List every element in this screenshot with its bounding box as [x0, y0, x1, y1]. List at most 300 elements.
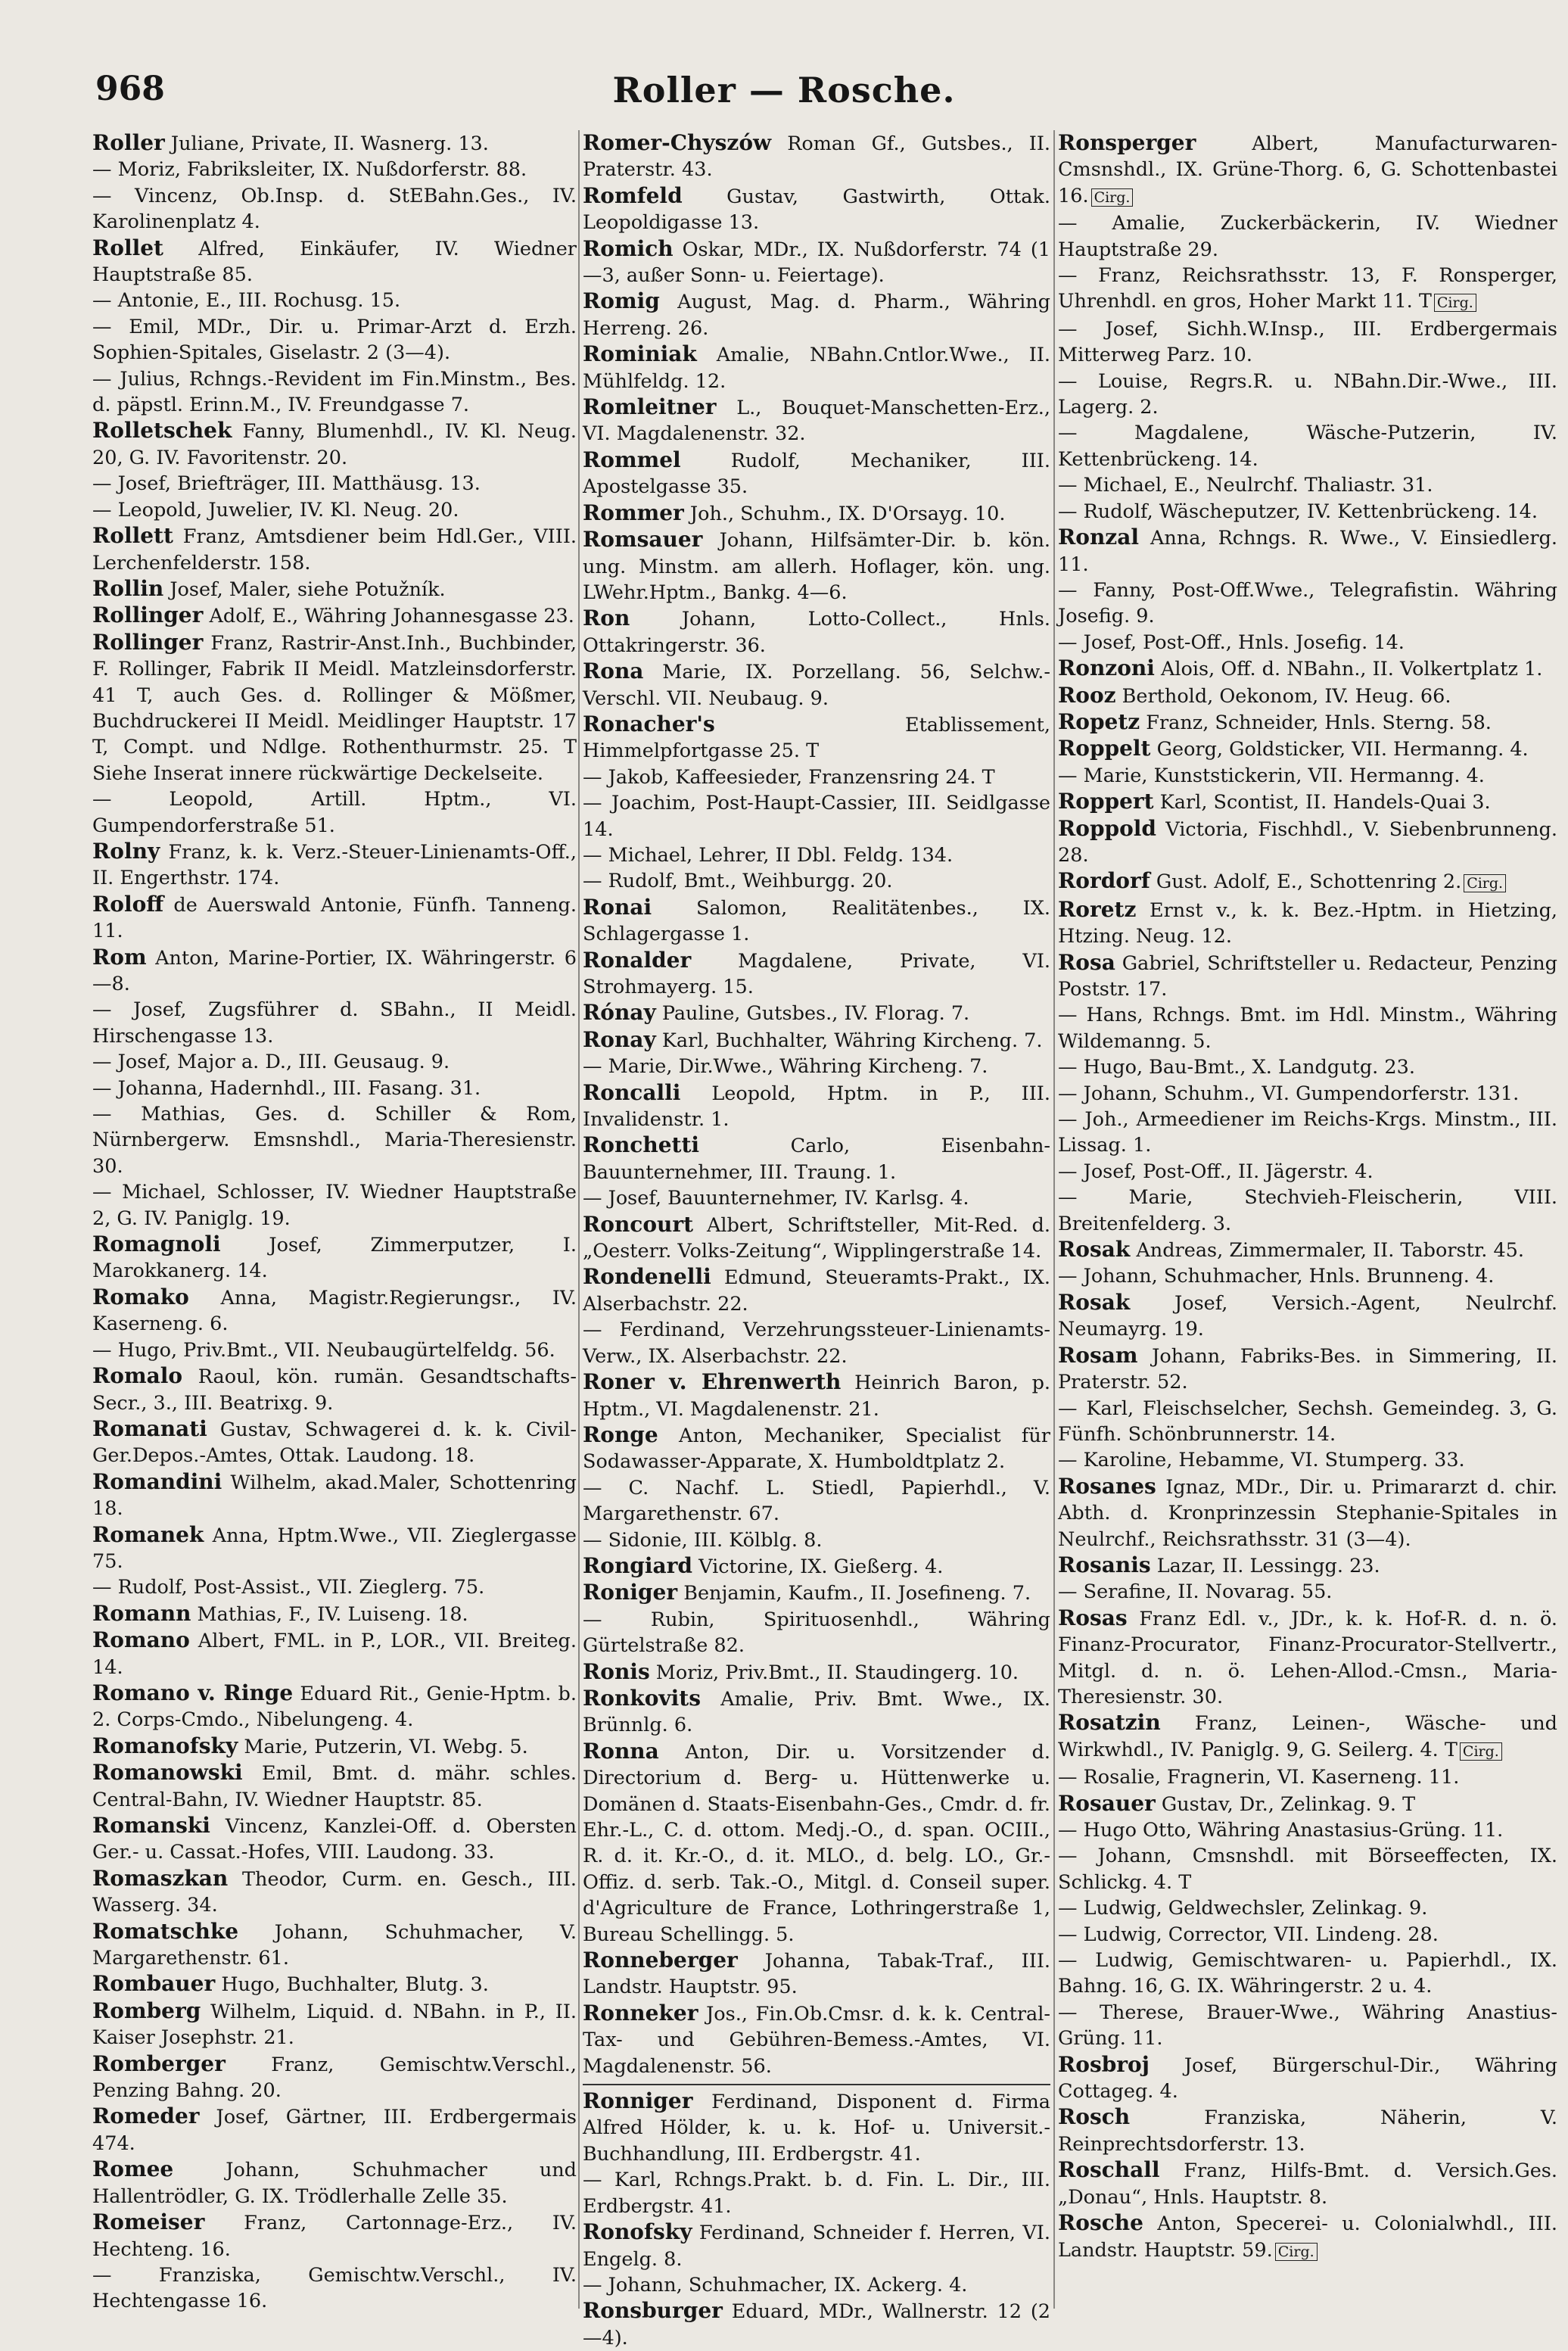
directory-entry — [583, 447, 1050, 500]
directory-entry — [1058, 1948, 1557, 2000]
entry-text: — Michael, Schlosser, IV. Wiedner Hauptstraße 2, G. IV. Paniglg. 19. — [92, 1181, 577, 1230]
directory-entry — [92, 1337, 577, 1363]
entry-text: Carlo, Eisenbahn-Bauunternehmer, III. Traung. 1. — [583, 1135, 1050, 1184]
entry-text: Anna, Magistr.Regierungsr., IV. Kaserneng. 6. — [92, 1286, 577, 1336]
entry-text: Franz, Amtsdiener beim Hdl.Ger., VIII. Lerchenfelderstr. 158. — [92, 525, 577, 575]
directory-entry — [92, 2051, 577, 2104]
surname: Ronai — [583, 894, 652, 920]
entry-text: — Vincenz, Ob.Insp. d. StEBahn.Ges., IV. Karolinenplatz 4. — [92, 184, 577, 234]
surname: Romaszkan — [92, 1865, 229, 1891]
entry-text: Alois, Off. d. NBahn., II. Volkertplatz 1. — [1154, 658, 1543, 681]
entry-text: Albert, Manufacturwaren-Cmsnshdl., IX. Grüne-Thorg. 6, G. Schottenbastei 16. — [1058, 132, 1557, 207]
directory-entry — [1058, 1895, 1557, 1921]
directory-entry — [92, 997, 577, 1049]
surname: Rolletschek — [92, 418, 232, 444]
directory-entry — [92, 630, 577, 786]
surname: Ronzoni — [1058, 655, 1155, 681]
surname: Rosch — [1058, 2104, 1131, 2130]
entry-text: Rudolf, Mechaniker, III. Apostelgasse 35. — [583, 449, 1050, 499]
directory-entry — [92, 1971, 577, 1998]
entry-text: Moriz, Priv.Bmt., II. Staudingerg. 10. — [649, 1661, 1019, 1684]
entry-text: Johann, Schuhmacher und Hallentrödler, G. IX. Trödlerhalle Zelle 35. — [92, 2159, 577, 2208]
directory-entry — [92, 523, 577, 576]
directory-entry — [1058, 1843, 1557, 1895]
surname: Ronkovits — [583, 1685, 701, 1711]
entry-text: — Josef, Major a. D., III. Geusaug. 9. — [92, 1051, 450, 1074]
entry-text: — Ferdinand, Verzehrungssteuer-Linienamts-Verw., IX. Alserbachstr. 22. — [583, 1319, 1050, 1368]
entry-text: Jos., Fin.Ob.Cmsr. d. k. k. Central-Tax- und Gebühren-Bemess.-Amtes, VI. Magdalenenstr. 56. — [583, 2002, 1050, 2078]
surname: Ronacher's — [583, 711, 715, 736]
directory-entry — [583, 1422, 1050, 1475]
surname: Roretz — [1058, 896, 1137, 922]
surname: Roner v. Ehrenwerth — [583, 1369, 842, 1395]
entry-text: — Mathias, Ges. d. Schiller & Rom, Nürnbergerw. Emsnshdl., Maria-Theresienstr. 30. — [92, 1103, 577, 1178]
entry-text: — Johann, Schuhmacher, IX. Ackerg. 4. — [583, 2273, 968, 2297]
directory-entry — [583, 527, 1050, 606]
directory-entry — [92, 1574, 577, 1600]
entry-text: — Karl, Rchngs.Prakt. b. d. Fin. L. Dir., III. Erdbergstr. 41. — [583, 2169, 1050, 2218]
surname: Rongiard — [583, 1552, 692, 1578]
directory-entry — [1058, 950, 1557, 1003]
surname: Rollinger — [92, 629, 204, 655]
surname: Rosatzin — [1058, 1710, 1161, 1736]
directory-entry — [583, 1264, 1050, 1317]
register-badge: Cirg. — [1434, 294, 1476, 312]
entry-text: Benjamin, Kaufm., II. Josefineng. 7. — [677, 1582, 1031, 1605]
surname: Ron — [583, 606, 630, 631]
surname: Romalo — [92, 1363, 183, 1389]
entry-text: Albert, Schriftsteller, Mit-Red. d. „Oesterr. Volks-Zeitung“, Wipplingerstraße 14. — [583, 1213, 1050, 1263]
directory-entry — [583, 183, 1050, 236]
entry-text: Ferdinand, Disponent d. Firma Alfred Hölder, k. u. k. Hof- u. Universit.-Buchhandlung, III. Erdbergstr. 41. — [583, 2091, 1050, 2166]
directory-entry — [583, 1739, 1050, 1948]
surname: Rona — [583, 659, 644, 684]
surname: Romano — [92, 1627, 190, 1653]
directory-entry — [92, 1469, 577, 1522]
entry-text: — Josef, Sichh.W.Insp., III. Erdbergermais Mitterweg Parz. 10. — [1058, 317, 1557, 367]
directory-entry — [92, 418, 577, 471]
directory-entry — [92, 1733, 577, 1760]
directory-entry — [92, 314, 577, 366]
entry-text: Fanny, Blumenhdl., IV. Kl. Neug. 20, G. IV. Favoritenstr. 20. — [92, 420, 577, 469]
entry-text: Franziska, Näherin, V. Reinprechtsdorferstr. 13. — [1058, 2107, 1557, 2156]
directory-entry — [583, 2088, 1050, 2167]
directory-entry — [583, 712, 1050, 764]
entry-text: — Michael, Lehrer, II Dbl. Feldg. 134. — [583, 843, 954, 867]
entry-text: Ferdinand, Schneider f. Herren, VI. Engelg. 8. — [583, 2222, 1050, 2271]
directory-entry — [92, 576, 577, 603]
entry-text: Roman Gf., Gutsbes., II. Praterstr. 43. — [583, 132, 1050, 182]
entry-text: Karl, Scontist, II. Handels-Quai 3. — [1153, 791, 1491, 814]
entry-text: — Joachim, Post-Haupt-Cassier, III. Seidlgasse 14. — [583, 792, 1050, 841]
directory-entry — [1058, 1263, 1557, 1289]
directory-entry — [92, 892, 577, 945]
entry-text: — Jakob, Kaffeesieder, Franzensring 24. T — [583, 765, 995, 789]
directory-entry — [583, 948, 1050, 1001]
entry-text: — Johanna, Hadernhdl., III. Fasang. 31. — [92, 1076, 481, 1100]
entry-text: Gabriel, Schriftsteller u. Redacteur, Penzing Poststr. 17. — [1058, 951, 1557, 1001]
surname: Romfeld — [583, 182, 683, 208]
directory-entry — [1058, 2000, 1557, 2052]
surname: Ronofsky — [583, 2219, 692, 2245]
entry-text: Joh., Schuhm., IX. D'Orsayg. 10. — [683, 502, 1006, 525]
entry-text: — Emil, MDr., Dir. u. Primar-Arzt d. Erzh. Sophien-Spitales, Giselastr. 2 (3—4). — [92, 315, 577, 365]
directory-entry — [92, 2209, 577, 2262]
surname: Ronneker — [583, 2000, 698, 2026]
directory-entry — [92, 1101, 577, 1179]
surname: Rollinger — [92, 603, 204, 628]
register-badge: Cirg. — [1464, 874, 1506, 892]
directory-entry — [583, 1553, 1050, 1580]
surname: Rolny — [92, 838, 160, 864]
directory-entry — [1058, 263, 1557, 316]
entry-text: Josef, Maler, siehe Potužník. — [163, 578, 446, 601]
register-badge: Cirg. — [1091, 188, 1134, 207]
surname: Romanofsky — [92, 1733, 238, 1758]
directory-entry — [92, 1522, 577, 1575]
surname: Rommer — [583, 500, 684, 525]
directory-entry — [92, 1919, 577, 1972]
register-badge: Cirg. — [1460, 1742, 1502, 1761]
directory-entry — [583, 2272, 1050, 2298]
surname: Romer-Chyszów — [583, 130, 772, 155]
entry-text: Heinrich Baron, p. Hptm., VI. Magdalenenstr. 21. — [583, 1372, 1050, 1421]
directory-entry — [92, 157, 577, 182]
directory-entry — [583, 868, 1050, 894]
directory-entry — [1058, 1605, 1557, 1711]
entry-text: Berthold, Oekonom, IV. Heug. 66. — [1115, 684, 1451, 708]
surname: Rosanes — [1058, 1473, 1156, 1499]
directory-entry — [92, 183, 577, 235]
directory-entry — [1058, 1290, 1557, 1343]
directory-entry — [92, 1998, 577, 2051]
directory-entry — [583, 1027, 1050, 1054]
directory-entry — [1058, 1185, 1557, 1237]
directory-entry — [1058, 868, 1557, 896]
directory-entry — [583, 1580, 1050, 1606]
directory-entry — [583, 1527, 1050, 1553]
entry-text: Mathias, F., IV. Luiseng. 18. — [191, 1602, 468, 1626]
surname: Rosam — [1058, 1342, 1138, 1368]
entry-text: Salomon, Realitätenbes., IX. Schlagergasse 1. — [583, 896, 1050, 946]
surname: Ropetz — [1058, 708, 1140, 734]
directory-entry — [92, 945, 577, 998]
directory-entry — [583, 2001, 1050, 2079]
surname: Roloff — [92, 891, 164, 917]
entry-text: Edmund, Steueramts-Prakt., IX. Alserbachstr. 22. — [583, 1266, 1050, 1316]
entry-text: — Hugo, Bau-Bmt., X. Landgutg. 23. — [1058, 1056, 1415, 1079]
directory-entry — [583, 130, 1050, 183]
entry-text: Anton, Specerei- u. Colonialwhdl., III. Landstr. Hauptstr. 59. — [1058, 2212, 1557, 2262]
surname: Rosak — [1058, 1237, 1131, 1263]
entry-text: Karl, Buchhalter, Währing Kircheng. 7. — [655, 1029, 1043, 1052]
directory-entry — [1058, 130, 1557, 210]
entry-text: Gustav, Dr., Zelinkag. 9. T — [1155, 1792, 1416, 1816]
entry-text: — Ludwig, Gemischtwaren- u. Papierhdl., IX. Bahng. 16, G. IX. Währingerstr. 2 u. 4. — [1058, 1949, 1557, 1998]
entry-text: — Josef, Post-Off., II. Jägerstr. 4. — [1058, 1160, 1374, 1183]
entry-text: Johann, Lotto-Collect., Hnls. Ottakringerstr. 36. — [583, 608, 1050, 657]
entry-text: — Sidonie, III. Kölblg. 8. — [583, 1528, 823, 1552]
surname: Ronalder — [583, 947, 692, 973]
directory-entry — [1058, 1791, 1557, 1817]
surname: Romberg — [92, 1998, 201, 2023]
entry-text: — Josef, Zugsführer d. SBahn., II Meidl. Hirschengasse 13. — [92, 998, 577, 1048]
directory-entry — [1058, 2157, 1557, 2210]
directory-entry — [583, 1054, 1050, 1079]
directory-entry — [1058, 683, 1557, 709]
entry-text: Franz, Rastrir-Anst.Inh., Buchbinder, F. Rollinger, Fabrik II Meidl. Matzleinsdorferstr. 41 T, auch Ges. d. Rollinger & Mößmer, Buchdruckerei II Meidl. Meidlinger Hauptstr. 17 T, Compt. und Ndlge. Rothenthurmstr. 25. T Siehe Inserat innere rückwärtige Deckelseite. — [92, 631, 577, 785]
entry-text: L., Bouquet-Manschetten-Erz., VI. Magdalenenstr. 32. — [583, 397, 1050, 446]
directory-entry — [1058, 316, 1557, 369]
entry-text: Johann, Fabriks-Bes. in Simmering, II. Praterstr. 52. — [1058, 1344, 1557, 1394]
directory-entry — [1058, 1159, 1557, 1185]
entry-text: Magdalene, Private, VI. Strohmayerg. 15. — [583, 949, 1050, 998]
entry-text: Anton, Dir. u. Vorsitzender d. Directorium d. Berg- u. Hüttenwerke u. Domänen d. Staats-Eisenbahn-Ges., Cmdr. d. fr. Ehr.-L., C. d. ottom. Medj.-O., d. span. OCIII., R. d. it. Kr.-O., d. it. MLO., d. belg. LO., Gr.-Offiz. d. serb. Tak.-O., Mitgl. d. Conseil super. d'Agriculture de France, Lothringerstraße 1, Bureau Schellingg. 5. — [583, 1740, 1050, 1946]
entry-text: Wilhelm, Liquid. d. NBahn. in P., II. Kaiser Josephstr. 21. — [92, 2000, 577, 2050]
entry-text: — Ludwig, Corrector, VII. Lindeng. 28. — [1058, 1923, 1439, 1946]
entry-text: Franz, Leinen-, Wäsche- und Wirkwhdl., IV. Paniglg. 9, G. Seilerg. 4. T — [1058, 1712, 1557, 1761]
entry-text: — Magdalene, Wäsche-Putzerin, IV. Kettenbrückeng. 14. — [1058, 422, 1557, 471]
surname: Rosa — [1058, 949, 1115, 975]
directory-entry — [1058, 816, 1557, 869]
directory-entry — [92, 1076, 577, 1101]
directory-entry — [1058, 1710, 1557, 1764]
surname: Rosbroj — [1058, 2051, 1150, 2077]
surname: Rollet — [92, 235, 163, 260]
column-divider — [1053, 130, 1055, 2309]
directory-entry — [583, 1080, 1050, 1133]
entry-text: — Hans, Rchngs. Bmt. im Hdl. Minstm., Währing Wildemanng. 5. — [1058, 1004, 1557, 1053]
entry-text: — Karl, Fleischselcher, Sechsh. Gemeindeg. 3, G. Fünfh. Schönbrunnerstr. 14. — [1058, 1397, 1557, 1446]
directory-entry — [1058, 736, 1557, 762]
entry-text: Georg, Goldsticker, VII. Hermanng. 4. — [1150, 738, 1529, 761]
surname: Romanowski — [92, 1760, 243, 1786]
entry-text: Leopold, Hptm. in P., III. Invalidenstr. 1. — [583, 1082, 1050, 1132]
entry-text: — Rubin, Spirituosenhdl., Währing Gürtelstraße 82. — [583, 1608, 1050, 1658]
surname: Roppelt — [1058, 736, 1151, 761]
directory-entry — [583, 842, 1050, 868]
directory-entry — [1058, 1922, 1557, 1948]
entry-text: — Franziska, Gemischtw.Verschl., IV. Hechtengasse 16. — [92, 2263, 577, 2313]
directory-entry — [92, 2156, 577, 2209]
entry-text: Lazar, II. Lessingg. 23. — [1150, 1554, 1380, 1577]
surname: Romeder — [92, 2103, 200, 2129]
directory-entry — [1058, 578, 1557, 630]
surname: Romanati — [92, 1415, 207, 1441]
surname: Romano v. Ringe — [92, 1680, 294, 1705]
directory-entry — [1058, 1552, 1557, 1579]
entry-text: — Karoline, Hebamme, VI. Stumperg. 33. — [1058, 1449, 1465, 1472]
directory-entry — [1058, 1579, 1557, 1605]
directory-entry — [583, 1607, 1050, 1659]
surname: Ronneberger — [583, 1948, 738, 1973]
entry-text: — Franz, Reichsrathsstr. 13, F. Ronsperger, Uhrenhdl. en gros, Hoher Markt 11. T — [1058, 264, 1557, 313]
entry-text: August, Mag. d. Pharm., Währing Herreng. 26. — [583, 291, 1050, 340]
entry-text: Vincenz, Kanzlei-Off. d. Obersten Ger.- u. Cassat.-Hofes, VIII. Laudong. 33. — [92, 1815, 577, 1864]
entry-text: — Leopold, Artill. Hptm., VI. Gumpendorferstraße 51. — [92, 788, 577, 837]
entry-text: Amalie, Priv. Bmt. Wwe., IX. Brünnlg. 6. — [583, 1687, 1050, 1737]
directory-entry — [583, 764, 1050, 790]
directory-entry — [1058, 472, 1557, 498]
directory-entry — [92, 839, 577, 892]
directory-entry — [583, 236, 1050, 289]
directory-entry — [583, 500, 1050, 527]
directory-entry — [1058, 499, 1557, 525]
entry-text: Albert, FML. in P., LOR., VII. Breiteg. 14. — [92, 1630, 577, 1679]
surname: Romig — [583, 288, 660, 314]
surname: Roller — [92, 130, 165, 155]
register-badge: Cirg. — [1275, 2243, 1318, 2261]
entry-text: Andreas, Zimmermaler, II. Taborstr. 45. — [1130, 1239, 1524, 1263]
column-left — [92, 130, 577, 2313]
directory-entry — [1058, 1002, 1557, 1054]
directory-entry — [1058, 1474, 1557, 1552]
directory-entry — [92, 1866, 577, 1919]
entry-text: — Rudolf, Wäscheputzer, IV. Kettenbrückeng. 14. — [1058, 500, 1538, 523]
entry-text: Victorine, IX. Gießerg. 4. — [692, 1555, 944, 1578]
directory-entry — [1058, 897, 1557, 950]
surname: Rollett — [92, 523, 173, 549]
surname: Romsauer — [583, 527, 703, 553]
entry-text: Franz, Schneider, Hnls. Sterng. 58. — [1140, 711, 1492, 734]
surname: Romann — [92, 1600, 191, 1626]
directory-entry — [1058, 1396, 1557, 1448]
entry-text: Marie, Putzerin, VI. Webg. 5. — [238, 1735, 528, 1758]
entry-text: — Antonie, E., III. Rochusg. 15. — [92, 289, 401, 313]
entry-text: — Joh., Armeediener im Reichs-Krgs. Minstm., III. Lissag. 1. — [1058, 1108, 1557, 1157]
directory-entry — [583, 1659, 1050, 1686]
directory-entry — [92, 786, 577, 839]
entry-text: — Leopold, Juwelier, IV. Kl. Neug. 20. — [92, 498, 459, 522]
entry-text: Franz, Cartonnage-Erz., IV. Hechteng. 16. — [92, 2212, 577, 2261]
surname: Romee — [92, 2156, 174, 2182]
directory-entry — [1058, 2104, 1557, 2157]
directory-entry — [583, 1686, 1050, 1739]
surname: Ronsperger — [1058, 130, 1196, 155]
entry-text: — Josef, Bauunternehmer, IV. Karlsg. 4. — [583, 1187, 969, 1210]
surname: Romako — [92, 1284, 189, 1309]
surname: Roniger — [583, 1580, 678, 1605]
page-title: Roller — Rosche. — [612, 70, 956, 111]
entry-text: Emil, Bmt. d. mähr. schles. Central-Bahn, IV. Wiedner Hauptstr. 85. — [92, 1762, 577, 1811]
surname: Rondenelli — [583, 1264, 711, 1290]
directory-entry — [1058, 1343, 1557, 1396]
entry-text: Pauline, Gutsbes., IV. Florag. 7. — [655, 1002, 970, 1026]
entry-text: Anna, Rchngs. R. Wwe., V. Einsiedlerg. 11. — [1058, 527, 1557, 576]
entry-text: — Julius, Rchngs.-Revident im Fin.Minstm., Bes. d. päpstl. Erinn.M., IV. Freundgasse 7. — [92, 367, 577, 417]
entry-text: Johann, Hilfsämter-Dir. b. kön. ung. Minstm. am allerh. Hoflager, kön. ung. LWehr.Hptm., Bankg. 4—6. — [583, 529, 1050, 604]
directory-entry — [1058, 1081, 1557, 1107]
surname: Rónay — [583, 1000, 656, 1026]
entry-text: Gustav, Schwagerei d. k. k. Civil-Ger.Depos.-Amtes, Ottak. Laudong. 18. — [92, 1418, 577, 1468]
entry-text: Josef, Gärtner, III. Erdbergermais 474. — [92, 2106, 577, 2155]
directory-entry — [1058, 210, 1557, 263]
directory-entry — [583, 2219, 1050, 2272]
entry-text: Gust. Adolf, E., Schottenring 2. — [1150, 870, 1462, 894]
surname: Rombauer — [92, 1971, 216, 1997]
entry-text: Anton, Mechaniker, Specialist für Sodawasser-Apparate, X. Humboldtplatz 2. — [583, 1424, 1050, 1474]
entry-text: — Rudolf, Bmt., Weihburgg. 20. — [583, 870, 893, 893]
directory-entry — [583, 2167, 1050, 2219]
directory-entry — [92, 235, 577, 288]
entry-text: — Amalie, Zuckerbäckerin, IV. Wiedner Hauptstraße 29. — [1058, 212, 1557, 261]
directory-entry — [92, 1680, 577, 1733]
directory-entry — [583, 1000, 1050, 1026]
directory-entry — [92, 1760, 577, 1813]
entry-text: — Hugo Otto, Währing Anastasius-Grüng. 11. — [1058, 1819, 1504, 1842]
entry-text: Juliane, Private, II. Wasnerg. 13. — [164, 132, 489, 155]
entry-text: Eduard, MDr., Wallnerstr. 12 (2—4). — [583, 2300, 1050, 2349]
directory-entry — [583, 2298, 1050, 2351]
directory-entry — [1058, 655, 1557, 682]
surname: Roppert — [1058, 789, 1154, 814]
entry-text: — C. Nachf. L. Stiedl, Papierhdl., V. Margarethenstr. 67. — [583, 1476, 1050, 1526]
directory-entry — [1058, 789, 1557, 815]
surname: Ronis — [583, 1658, 650, 1684]
entry-text: Oskar, MDr., IX. Nußdorferstr. 74 (1—3, außer Sonn- u. Feiertage). — [583, 238, 1050, 288]
directory-entry — [92, 471, 577, 497]
directory-entry — [92, 1363, 577, 1416]
directory-entry — [92, 497, 577, 523]
entry-text: — Fanny, Post-Off.Wwe., Telegrafistin. Währing Josefig. 9. — [1058, 578, 1557, 628]
directory-entry — [92, 2103, 577, 2156]
directory-entry — [92, 366, 577, 419]
entry-text: Anton, Marine-Portier, IX. Währingerstr. 6—8. — [92, 946, 577, 995]
entry-text: — Hugo, Priv.Bmt., VII. Neubaugürtelfeldg. 56. — [92, 1338, 555, 1362]
directory-entry — [92, 1813, 577, 1866]
directory-entry — [1058, 1107, 1557, 1159]
entry-text: Franz, Gemischtw.Verschl., Penzing Bahng. 20. — [92, 2053, 577, 2103]
entry-text: Raoul, kön. rumän. Gesandtschafts-Secr., 3., III. Beatrixg. 9. — [92, 1365, 577, 1415]
directory-entry — [92, 130, 577, 157]
surname: Ronge — [583, 1421, 658, 1447]
directory-entry — [1058, 1054, 1557, 1080]
page-header — [0, 70, 1568, 123]
entry-text: Gustav, Gastwirth, Ottak. Leopoldigasse 13. — [583, 185, 1050, 235]
surname: Rordorf — [1058, 868, 1150, 894]
entry-text: Franz, k. k. Verz.-Steuer-Linienamts-Off., II. Engerthstr. 174. — [92, 840, 577, 890]
entry-text: — Johann, Cmsnshdl. mit Börseeffecten, IX. Schlickg. 4. T — [1058, 1845, 1557, 1894]
directory-entry — [583, 790, 1050, 842]
surname: Rominiak — [583, 341, 697, 367]
column-middle — [583, 130, 1050, 2349]
directory-entry — [92, 603, 577, 629]
directory-entry — [583, 1948, 1050, 2001]
surname: Rosas — [1058, 1605, 1128, 1630]
directory-entry — [92, 1627, 577, 1680]
entry-text: Ernst v., k. k. Bez.-Hptm. in Hietzing, Htzing. Neug. 12. — [1058, 898, 1557, 948]
surname: Roncourt — [583, 1211, 694, 1237]
directory-entry — [92, 1232, 577, 1284]
surname: Romandini — [92, 1468, 222, 1494]
directory-entry — [583, 606, 1050, 659]
entry-text: — Josef, Post-Off., Hnls. Josefig. 14. — [1058, 631, 1405, 654]
surname: Roppold — [1058, 815, 1156, 841]
surname: Rooz — [1058, 682, 1116, 708]
surname: Rom — [92, 944, 147, 970]
directory-entry — [1058, 1237, 1557, 1263]
surname: Rosauer — [1058, 1790, 1156, 1816]
surname: Rollin — [92, 575, 164, 601]
entry-text: Franz, Hilfs-Bmt. d. Versich.Ges. „Donau“, Hnls. Hauptstr. 8. — [1058, 2159, 1557, 2209]
entry-text: — Johann, Schuhm., VI. Gumpendorferstr. 131. — [1058, 1082, 1520, 1105]
surname: Ronzal — [1058, 525, 1139, 550]
column-divider — [578, 130, 580, 2309]
directory-entry — [583, 1132, 1050, 1185]
surname: Rosanis — [1058, 1552, 1151, 1577]
entry-text: — Marie, Dir.Wwe., Währing Kircheng. 7. — [583, 1055, 988, 1079]
entry-text: — Michael, E., Neulrchf. Thaliastr. 31. — [1058, 474, 1433, 497]
